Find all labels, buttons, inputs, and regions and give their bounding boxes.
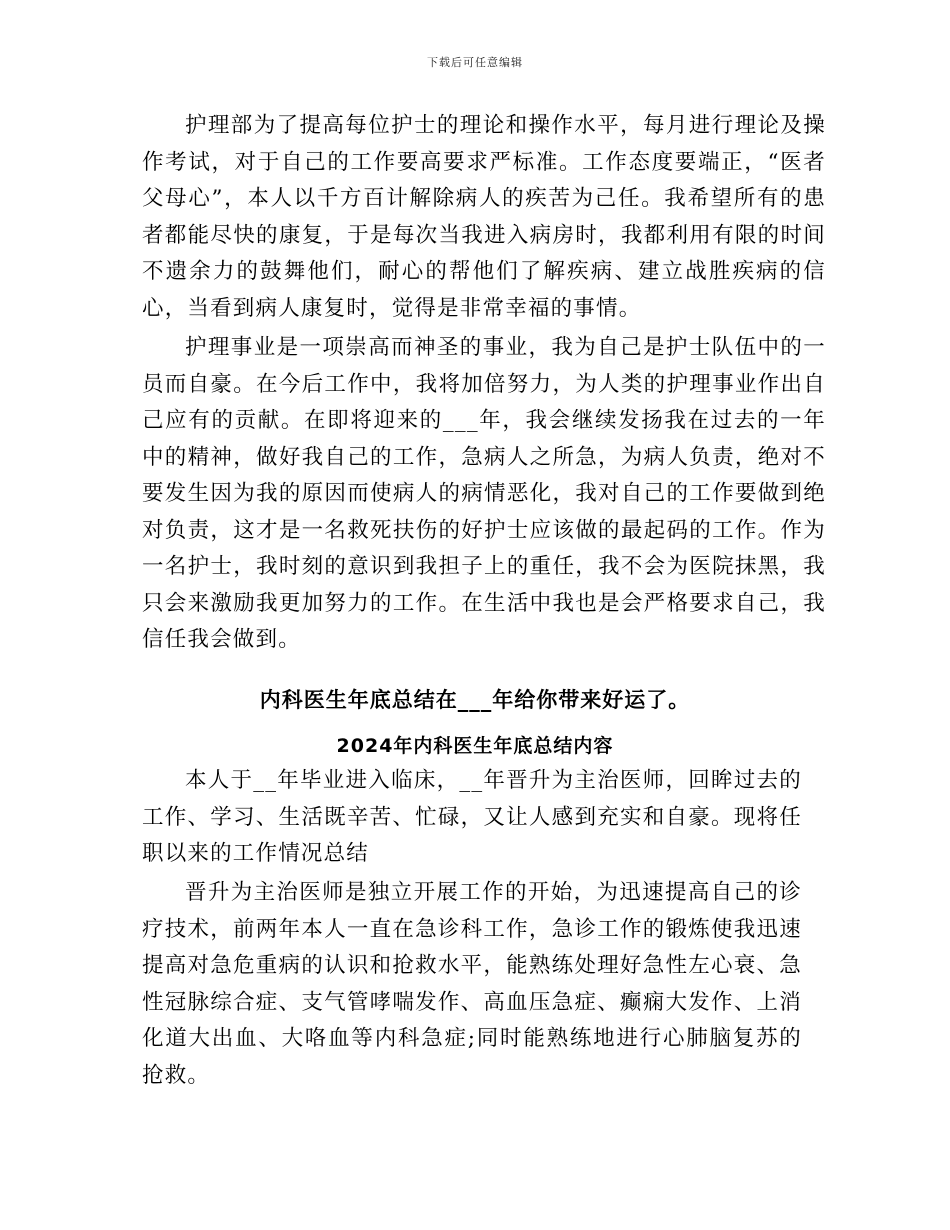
paragraph-nursing-work: 护理部为了提高每位护士的理论和操作水平，每月进行理论及操作考试，对于自己的工作要高要求严标准。工作态度要端正，“医者父母心”，本人以千方百计解除病人的疾苦为己任。我希望所有的患者都能尽快的康复，于是每次当我进入病房时，我都利用有限的时间不遗余力的鼓舞他们，耐心的帮他们了解疾病、建立战胜疾病的信心，当看到病人康复时，觉得是非常幸福的事情。 (142, 113, 826, 321)
paragraph-doctor-intro: 本人于__年毕业进入临床，__年晋升为主治医师，回眸过去的工作、学习、生活既辛苦、忙碌，又让人感到充实和自豪。现将任职以来的工作情况总结 (142, 768, 802, 866)
paragraph-doctor-emergency: 晋升为主治医师是独立开展工作的开始，为迅速提高自己的诊疗技术，前两年本人一直在急诊科工作，急诊工作的锻炼使我迅速提高对急危重病的认识和抢救水平，能熟练处理好急性左心衰、急性冠脉综合症、支气管哮喘发作、高血压急症、癫痫大发作、上消化道大出血、大咯血等内科急症;同时能熟练地进行心肺脑复苏的抢救。 (142, 880, 802, 1088)
paragraph-nursing-career: 护理事业是一项崇高而神圣的事业，我为自己是护士队伍中的一员而自豪。在今后工作中，我将加倍努力，为人类的护理事业作出自己应有的贡献。在即将迎来的___年，我会继续发扬我在过去的一年中的精神，做好我自己的工作，急病人之所急，为病人负责，绝对不要发生因为我的原因而使病人的病情恶化，我对自己的工作要做到绝对负责，这才是一名救死扶伤的好护士应该做的最起码的工作。作为一名护士，我时刻的意识到我担子上的重任，我不会为医院抹黑，我只会来激励我更加努力的工作。在生活中我也是会严格要求自己，我信任我会做到。 (142, 335, 826, 652)
section-title: 内科医生年底总结在___年给你带来好运了。 (259, 688, 691, 712)
header-note: 下载后可任意编辑 (427, 56, 523, 69)
section-subtitle: 2024年内科医生年底总结内容 (336, 735, 614, 757)
